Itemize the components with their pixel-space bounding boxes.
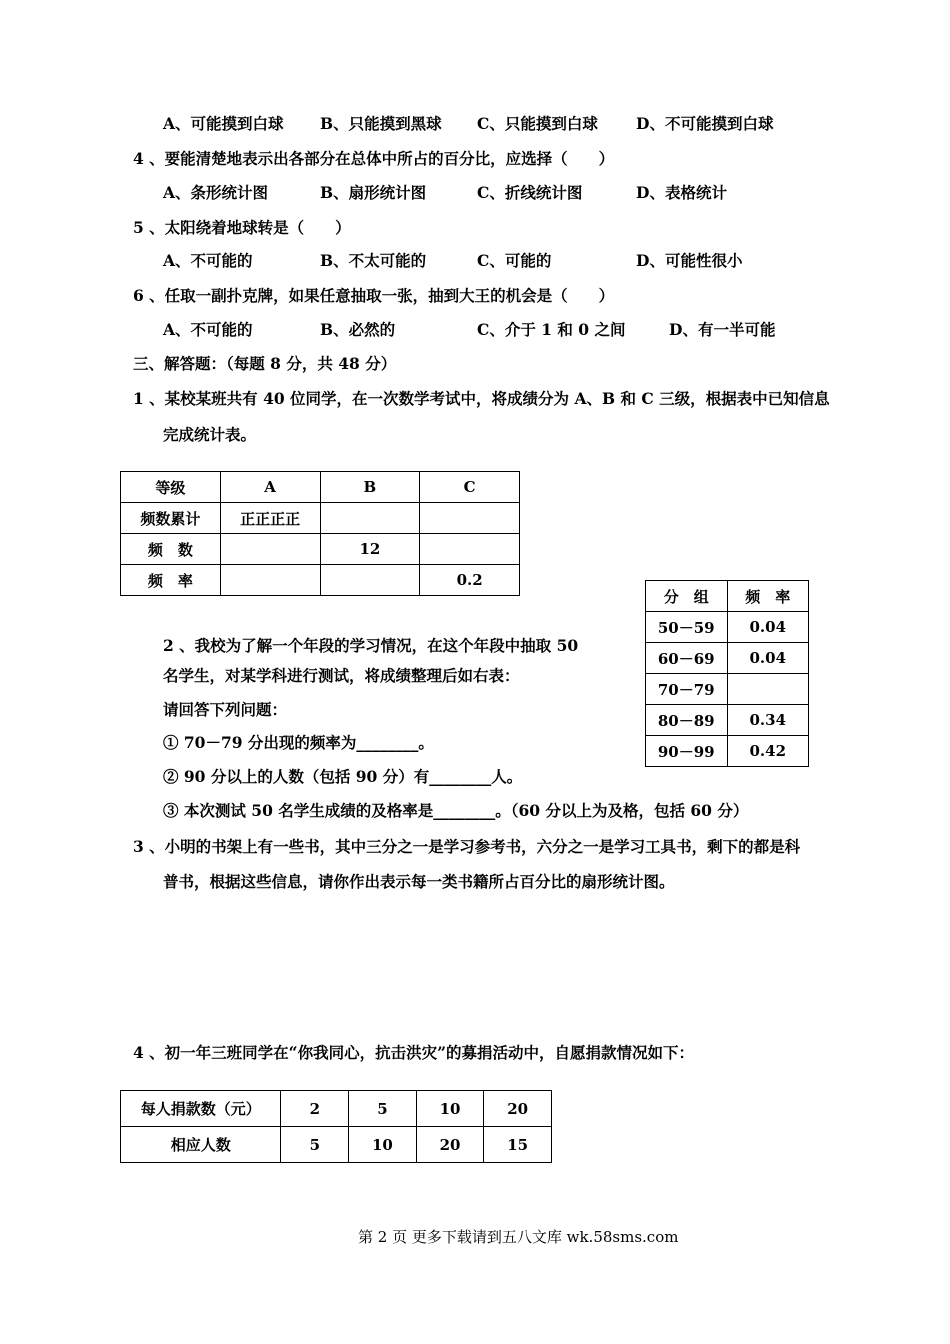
q5-option-a: A、不可能的: [163, 251, 253, 270]
donation-table-header: 2: [281, 1091, 349, 1127]
donation-table-cell: 20: [416, 1127, 484, 1163]
p2-line3: 请回答下列问题：: [163, 700, 288, 719]
donation-table: [120, 1090, 552, 1163]
q6-option-c: C、介于 1 和 0 之间: [477, 320, 626, 339]
grade-table-cell: 12: [320, 534, 420, 565]
q3-option-c: C、只能摸到白球: [477, 114, 598, 133]
frequency-table: [645, 580, 809, 767]
p1-line1: 1 、某校某班共有 40 位同学，在一次数学考试中，将成绩分为 A、B 和 C 三级，根据表中已知信息: [133, 389, 830, 408]
donation-table-cell: 5: [281, 1127, 349, 1163]
grade-table-header: 等级: [121, 472, 221, 503]
frequency-table-cell: 0.04: [727, 643, 809, 674]
grade-table-cell: [420, 503, 520, 534]
grade-table-header: A: [220, 472, 320, 503]
p2-sub2: ② 90 分以上的人数（包括 90 分）有________人。: [163, 767, 523, 786]
grade-table-header: C: [420, 472, 520, 503]
p2-sub3: ③ 本次测试 50 名学生成绩的及格率是________。（60 分以上为及格，包括 60 分）: [163, 801, 749, 820]
frequency-table-cell: 0.04: [727, 612, 809, 643]
grade-table-cell: 频 率: [121, 565, 221, 596]
grade-table-header: B: [320, 472, 420, 503]
q3-option-b: B、只能摸到黑球: [320, 114, 442, 133]
frequency-table-cell: 0.34: [727, 705, 809, 736]
p2-sub1: ① 70－79 分出现的频率为________。: [163, 733, 434, 752]
frequency-table-cell: 90－99: [646, 736, 728, 767]
frequency-table-cell: [727, 674, 809, 705]
q4-stem: 4 、要能清楚地表示出各部分在总体中所占的百分比，应选择（ ）: [133, 149, 615, 168]
donation-table-header: 5: [349, 1091, 417, 1127]
grade-table-cell: 频 数: [121, 534, 221, 565]
grade-table: [120, 471, 520, 596]
grade-table-cell: 正正正正: [220, 503, 320, 534]
q4-option-b: B、扇形统计图: [320, 183, 427, 202]
grade-table-cell: [220, 565, 320, 596]
grade-table-cell: [320, 565, 420, 596]
grade-table-cell: [320, 503, 420, 534]
q3-option-d: D、不可能摸到白球: [636, 114, 774, 133]
frequency-table-header: 频 率: [727, 581, 809, 612]
donation-table-header: 10: [416, 1091, 484, 1127]
q6-option-a: A、不可能的: [163, 320, 253, 339]
q6-option-b: B、必然的: [320, 320, 396, 339]
frequency-table-cell: 60－69: [646, 643, 728, 674]
frequency-table-cell: 70－79: [646, 674, 728, 705]
p3-line1: 3 、小明的书架上有一些书，其中三分之一是学习参考书，六分之一是学习工具书，剩下的都是科: [133, 837, 801, 856]
q4-option-c: C、折线统计图: [477, 183, 583, 202]
frequency-table-cell: 80－89: [646, 705, 728, 736]
frequency-table-cell: 50－59: [646, 612, 728, 643]
p2-line2: 名学生，对某学科进行测试，将成绩整理后如右表：: [163, 666, 520, 685]
q5-option-b: B、不太可能的: [320, 251, 427, 270]
grade-table-cell: [220, 534, 320, 565]
grade-table-cell: 频数累计: [121, 503, 221, 534]
q3-option-a: A、可能摸到白球: [163, 114, 284, 133]
grade-table-cell: [420, 534, 520, 565]
p3-line2: 普书，根据这些信息，请你作出表示每一类书籍所占百分比的扇形统计图。: [163, 872, 675, 891]
frequency-table-header: 分 组: [646, 581, 728, 612]
donation-table-header: 每人捐款数（元）: [121, 1091, 281, 1127]
q5-stem: 5 、太阳绕着地球转是（ ）: [133, 218, 351, 237]
donation-table-header: 20: [484, 1091, 552, 1127]
p2-line1: 2 、我校为了解一个年段的学习情况，在这个年段中抽取 50: [163, 636, 579, 655]
page-footer: 第 2 页 更多下载请到五八文库 wk.58sms.com: [358, 1228, 679, 1246]
section3-heading: 三、解答题：（每题 8 分，共 48 分）: [133, 354, 397, 373]
q4-option-a: A、条形统计图: [163, 183, 269, 202]
donation-table-cell: 15: [484, 1127, 552, 1163]
donation-table-cell: 相应人数: [121, 1127, 281, 1163]
donation-table-cell: 10: [349, 1127, 417, 1163]
q5-option-d: D、可能性很小: [636, 251, 743, 270]
grade-table-cell: 0.2: [420, 565, 520, 596]
frequency-table-cell: 0.42: [727, 736, 809, 767]
p4-line1: 4 、初一年三班同学在“你我同心，抗击洪灾”的募捐活动中，自愿捐款情况如下：: [133, 1043, 695, 1062]
q4-option-d: D、表格统计: [636, 183, 727, 202]
q5-option-c: C、可能的: [477, 251, 552, 270]
p1-line2: 完成统计表。: [163, 425, 257, 444]
q6-stem: 6 、任取一副扑克牌，如果任意抽取一张，抽到大王的机会是（ ）: [133, 286, 615, 305]
q6-option-d: D、有一半可能: [669, 320, 776, 339]
